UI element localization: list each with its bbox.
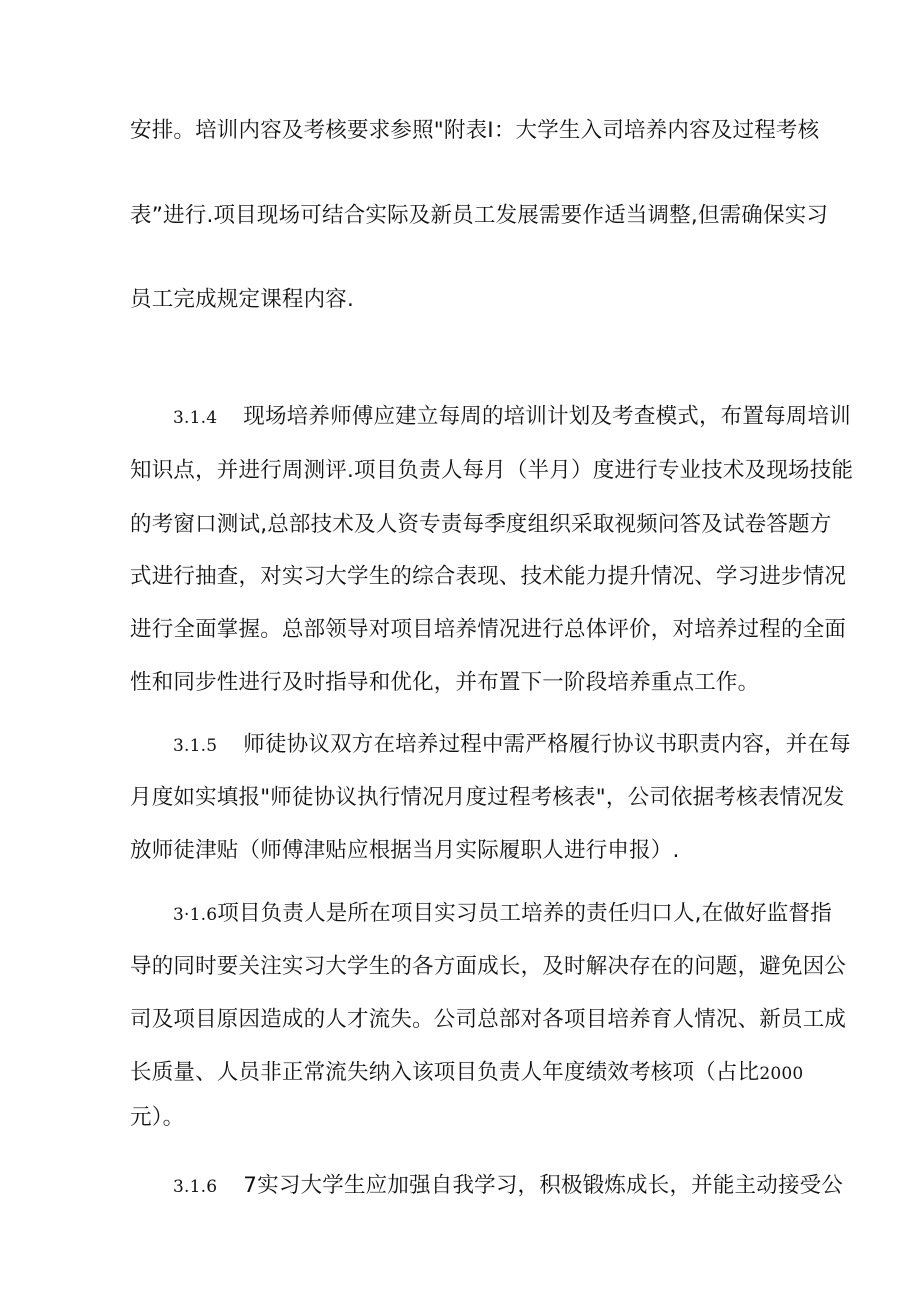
section-3-1-6-line-4 [130,1059,803,1088]
section-3-1-4-first-line [173,403,851,432]
section-3-1-5-line-3: 放师徒津贴（师傅津贴应根据当月实际履职人进行申报）. [130,838,680,863]
section-3-1-6-first-line [173,900,832,929]
section-3-1-6-line-2: 导的同时要关注实习大学生的各方面成长，及时解决存在的问题，避免因公 [130,954,847,979]
section-3-1-6-line-3: 司及项目原因造成的人才流失。公司总部对各项目培养育人情况、新员工成 [130,1007,847,1032]
section-text: 长质量、人员非正常流失纳入该项目负责人年度绩效考核项（占比 [130,1060,760,1085]
section-text: 7实习大学生应加强自我学习，积极锻炼成长，并能主动接受公 [243,1173,844,1198]
section-number: 3.1.6 [173,1177,218,1197]
section-3-1-4-line-6: 性和同步性进行及时指导和优化，并布置下一阶段培养重点工作。 [130,670,760,695]
section-number: 3.1.5 [173,736,218,756]
section-3-1-6-line-5: 元）。 [130,1105,185,1130]
section-3-1-4-line-4: 式进行抽查，对实习大学生的综合表现、技术能力提升情况、学习进步情况 [130,564,847,589]
intro-line-1: 安排。培训内容及考核要求参照"附表I：大学生入司培养内容及过程考核 [130,118,820,143]
section-3-1-5-line-2: 月度如实填报"师徒协议执行情况月度过程考核表"，公司依据考核表情况发 [130,785,845,810]
section-3-1-4-line-2: 知识点，并进行周测评.项目负责人每月（半月）度进行专业技术及现场技能 [130,458,854,483]
intro-line-2: 表”进行.项目现场可结合实际及新员工发展需要作适当调整,但需确保实习 [130,203,829,228]
section-3-1-7-first-line [173,1172,843,1201]
section-text: 师徒协议双方在培养过程中需严格履行协议书职责内容，并在每 [243,732,851,757]
section-3-1-4-line-3: 的考窗口测试,总部技术及人资专责每季度组织采取视频问答及试卷答题方 [130,512,832,537]
section-text: 现场培养师傅应建立每周的培训计划及考查模式，布置每周培训 [243,404,851,429]
section-3-1-4-line-5: 进行全面掌握。总部领导对项目培养情况进行总体评价，对培养过程的全面 [130,617,847,642]
section-number: 3·1.6 [173,905,218,925]
intro-line-3: 员工完成规定课程内容. [130,287,355,312]
section-3-1-5-first-line [173,731,851,760]
amount-value: 2000 [759,1064,804,1084]
section-number: 3.1.4 [173,408,218,428]
section-text: 项目负责人是所在项目实习员工培养的责任归口人,在做好监督指 [217,901,832,926]
